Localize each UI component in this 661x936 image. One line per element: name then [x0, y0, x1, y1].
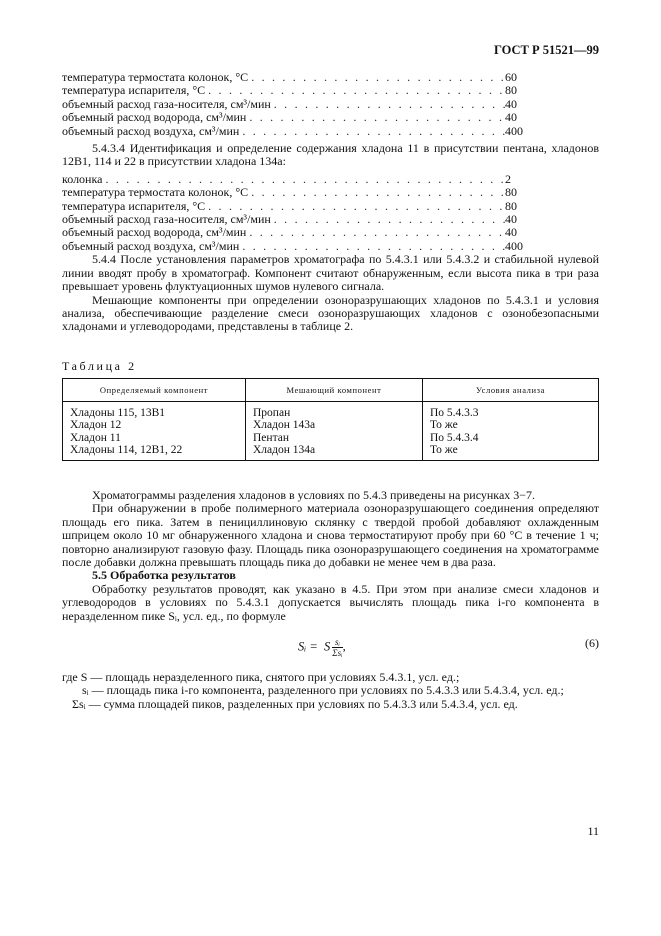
params-list-1 — [62, 71, 599, 138]
param-label: объемный расход воздуха, см³/мин — [62, 123, 240, 138]
param-value: 80 — [505, 185, 517, 200]
cell-line: То же — [430, 419, 458, 432]
param-label: объемный расход газа-носителя, см³/мин — [62, 212, 271, 227]
param-label: объемный расход газа-носителя, см³/мин — [62, 96, 271, 111]
param-row — [62, 71, 599, 84]
definition-si: sᵢ — площадь пика i-го компонента, разделенного при условиях по 5.4.3.3 или 5.4.3.4, усл. ед.; — [82, 683, 564, 698]
formula-denominator: Σsᵢ — [332, 648, 343, 658]
table-cell — [63, 402, 246, 461]
leader-dots — [248, 71, 505, 84]
table-cell — [423, 402, 599, 461]
param-row — [62, 240, 599, 253]
param-label: температура испарителя, °С — [62, 83, 206, 98]
paragraph-5-4-3-4: 5.4.3.4 Идентификация и определение содержания хладона 11 в присутствии пентана, хладонов 12В1, 114 и 22 в присутствии хладона 134а: — [62, 141, 599, 169]
leader-dots — [205, 84, 505, 97]
formula-numerator: sᵢ — [332, 637, 342, 648]
cell-line: Хладон 11 — [70, 431, 121, 444]
param-value: 40 — [505, 225, 517, 240]
standard-code: ГОСТ Р 51521—99 — [493, 43, 599, 57]
table-header-row — [63, 379, 599, 402]
param-label: объемный расход воздуха, см³/мин — [62, 238, 240, 253]
table-cell — [246, 402, 423, 461]
formula-number: (6) — [585, 636, 599, 650]
leader-dots — [205, 200, 505, 213]
param-label: температура термостата колонок, °С — [62, 185, 249, 200]
leader-dots — [271, 213, 505, 226]
param-value: 40 — [505, 96, 517, 111]
param-value: 400 — [505, 123, 523, 138]
formula-6 — [62, 627, 599, 671]
leader-dots — [102, 173, 505, 186]
table-caption: Таблица 2 — [62, 358, 137, 373]
formula-fraction — [332, 637, 342, 658]
definition-sum: Σsᵢ — сумма площадей пиков, разделенных при условиях по 5.4.3.3 или 5.4.3.4, усл. ед. — [72, 696, 518, 711]
param-row — [62, 173, 599, 186]
leader-dots — [271, 98, 505, 111]
table-row — [63, 402, 599, 461]
cell-line: Пентан — [253, 431, 289, 444]
page-content — [62, 71, 599, 711]
params-list-2 — [62, 173, 599, 253]
table-header: Определяемый компонент — [63, 379, 246, 402]
param-label: температура термостата колонок, °С — [62, 70, 249, 84]
param-label: объемный расход водорода, см³/мин — [62, 225, 247, 240]
cell-line: Хладон 143а — [253, 419, 316, 432]
param-label: объемный расход водорода, см³/мин — [62, 110, 247, 125]
cell-line: Хладоны 114, 12В1, 22 — [70, 443, 183, 456]
param-row — [62, 226, 599, 239]
section-heading-5-5: 5.5 Обработка результатов — [92, 568, 236, 583]
leader-dots — [239, 240, 505, 253]
table-2 — [62, 378, 599, 461]
paragraph-chromatograms: Хроматограммы разделения хладонов в условиях по 5.4.3 приведены на рисунках 3−7. — [92, 487, 536, 502]
param-label: температура испарителя, °С — [62, 198, 206, 213]
param-value: 80 — [505, 198, 517, 213]
table-header: Мешающий компонент — [246, 379, 423, 402]
leader-dots — [246, 111, 505, 124]
param-row — [62, 98, 599, 111]
cell-line: По 5.4.3.3 — [430, 407, 479, 420]
leader-dots — [246, 226, 505, 239]
param-value: 40 — [505, 110, 517, 125]
param-value: 2 — [505, 171, 511, 186]
formula-tail: , — [342, 639, 346, 654]
param-row — [62, 186, 599, 199]
param-value: 400 — [505, 238, 523, 253]
cell-line: Хладоны 115, 13В1 — [70, 407, 165, 420]
formula-lhs: Sᵢ = — [298, 639, 318, 654]
param-value: 80 — [505, 83, 517, 98]
cell-line: Хладон 12 — [70, 419, 122, 432]
param-label: колонка — [62, 171, 103, 186]
page-number: 11 — [587, 824, 599, 838]
paragraph-polymer: При обнаружении в пробе полимерного материала озоноразрушающего соединения определяют площадь его пика. Затем в пенициллиновую склянку с твердой пробой добавляют охлажденным шприцем около 10 мг обнаруженного хладона и снова термостатируют пробу при 60 °С в течение 1 ч; повторно анализируют газовую фазу. Площадь пика озоноразрушающего соединения на хроматограмме после добавки должна превышать площадь пика до добавки не менее чем в два раза. — [62, 501, 599, 569]
paragraph-interfering: Мешающие компоненты при определении озоноразрушающих хладонов по 5.4.3.1 и условия анализа, обеспечивающие разделение смеси озоноразрушающих хладонов с озонобезопасными хладонами и углеводородами, представлены в таблице 2. — [62, 292, 599, 334]
param-row — [62, 213, 599, 226]
param-row — [62, 125, 599, 138]
paragraph-5-4-4: 5.4.4 После установления параметров хроматографа по 5.4.3.1 или 5.4.3.2 и стабильной нулевой линии вводят пробу в хроматограф. Компонент считают обнаруженным, если высота пика в три раза превышает уровень флуктуационных шумов нулевого сигнала. — [62, 252, 599, 294]
param-value: 60 — [505, 70, 517, 84]
cell-line: То же — [430, 443, 458, 456]
param-row — [62, 200, 599, 213]
cell-line: Пропан — [253, 407, 291, 420]
param-row — [62, 84, 599, 97]
table-header: Условия анализа — [423, 379, 599, 402]
formula-body — [298, 637, 346, 658]
param-row — [62, 111, 599, 124]
paragraph-processing: Обработку результатов проводят, как указано в 4.5. При этом при анализе смеси хладонов и углеводородов в условиях по 5.4.3.1 допускается вычислять площадь пика i-го компонента в неразделенном пике Sᵢ, усл. ед., по формуле — [62, 581, 599, 623]
leader-dots — [239, 125, 505, 138]
cell-line: Хладон 134а — [253, 443, 316, 456]
formula-s: S — [324, 639, 331, 654]
leader-dots — [248, 186, 505, 199]
definition-s: где S — площадь неразделенного пика, снятого при условиях 5.4.3.1, усл. ед.; — [62, 670, 460, 684]
param-value: 40 — [505, 212, 517, 227]
cell-line: По 5.4.3.4 — [430, 431, 479, 444]
